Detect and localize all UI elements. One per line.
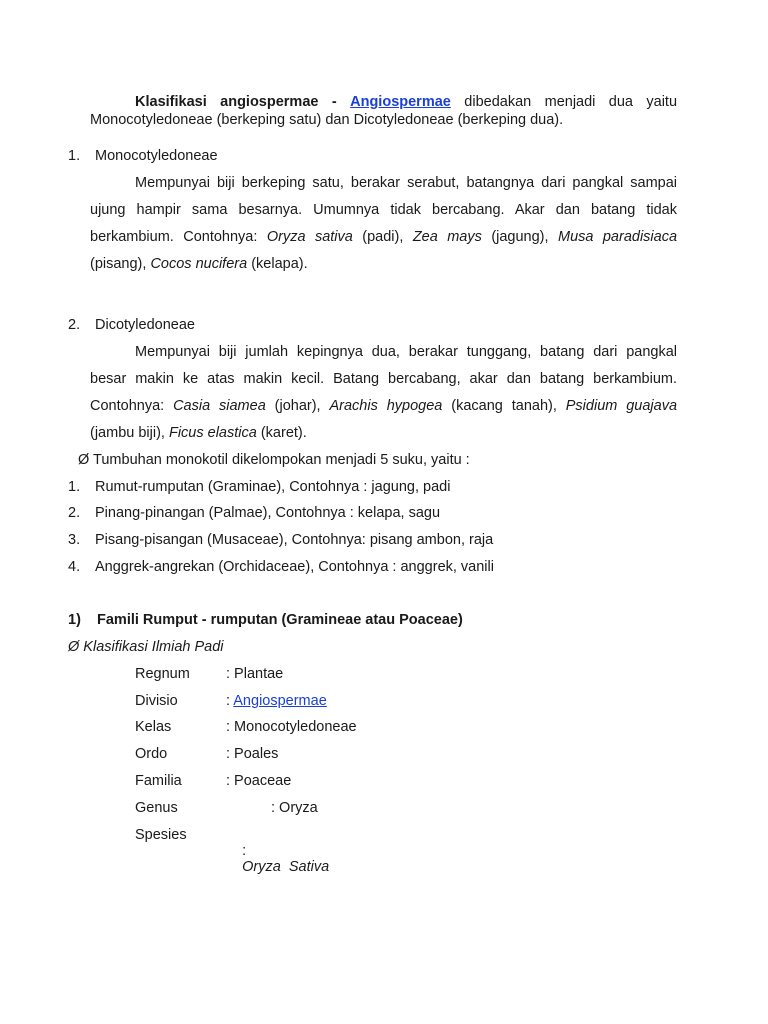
s2-l4-c: (karet). [260,425,307,441]
angiospermae-link-2[interactable]: Angiospermae [233,693,327,709]
s2-l3-a: Contohnya: [90,398,165,414]
s1-species-musa: Musa paradisiaca [557,229,678,245]
s1-species-zea: Zea mays [412,229,482,245]
suku-number: 4. [68,559,81,575]
suku-item: Pinang-pinangan (Palmae), Contohnya : kelapa, sagu [95,505,441,521]
intro-line-1 [135,94,677,110]
section2-number: 2. [68,317,81,333]
intro-line1-tail: dibedakan menjadi dua yaitu [464,94,678,110]
s2-species-psidium: Psidium guajava [565,398,678,414]
taxon-label: Kelas [135,719,172,735]
angiospermae-link[interactable]: Angiospermae [350,94,451,110]
section2-title: Dicotyledoneae [95,317,195,333]
taxon-label: Spesies [135,827,187,843]
suku-item: Rumut-rumputan (Graminae), Contohnya : jagung, padi [95,479,451,495]
section2-line-2: besar makin ke atas makin kecil. Batang bercabang, akar dan batang berkambium. [90,371,677,387]
famili-heading: 1) Famili Rumput - rumputan (Gramineae atau Poaceae) [68,612,463,628]
klasifikasi-subheading: Ø Klasifikasi Ilmiah Padi [68,639,224,655]
taxon-label: Familia [135,773,182,789]
taxon-colon: : [242,843,247,859]
taxon-value: : Monocotyledoneae [226,719,357,735]
s1-l3-a: berkambium. Contohnya: [90,229,258,245]
suku-item: Pisang-pisangan (Musaceae), Contohnya: pisang ambon, raja [95,532,494,548]
section1-line-4 [90,256,308,272]
monokotil-note: Ø Tumbuhan monokotil dikelompokan menjadi 5 suku, yaitu : [78,452,470,468]
taxon-label: Regnum [135,666,190,682]
suku-number: 3. [68,532,81,548]
s2-species-arachis: Arachis hypogea [329,398,443,414]
species-name: Oryza Sativa [242,859,330,875]
s1-l3-e: (jagung), [491,229,549,245]
intro-line-2: Monocotyledoneae (berkeping satu) dan Dicotyledoneae (berkeping dua). [90,112,564,128]
taxon-value [226,827,329,891]
intro-heading: Klasifikasi angiospermae - [135,94,337,110]
section2-line-4 [90,425,307,441]
s1-l3-c: (padi), [362,229,404,245]
s2-l3-e: (kacang tanah), [451,398,557,414]
taxon-label: Genus [135,800,178,816]
taxon-value: : Plantae [226,666,284,682]
section1-number: 1. [68,148,81,164]
suku-number: 2. [68,505,81,521]
taxon-value: : Poaceae [226,773,292,789]
s1-species-oryza: Oryza sativa [266,229,353,245]
suku-item: Anggrek-angrekan (Orchidaceae), Contohnya : anggrek, vanili [95,559,494,575]
suku-number: 1. [68,479,81,495]
taxon-value [226,693,327,709]
s1-l4-a: (pisang), [90,256,147,272]
s1-species-cocos: Cocos nucifera [150,256,248,272]
taxon-colon: : [226,693,231,709]
s2-species-casia: Casia siamea [173,398,266,414]
section2-line-1: Mempunyai biji jumlah kepingnya dua, berakar tunggang, batang dari pangkal [135,344,677,360]
section1-title: Monocotyledoneae [95,148,218,164]
s2-l4-a: (jambu biji), [90,425,165,441]
taxon-label: Divisio [135,693,178,709]
s2-l3-c: (johar), [274,398,321,414]
taxon-value: : Oryza [271,800,318,816]
section1-line-3 [90,229,677,245]
section1-line-2: ujung hampir sama besarnya. Umumnya tidak bercabang. Akar dan batang tidak [90,202,677,218]
section2-line-3 [90,398,677,414]
taxon-value: : Poales [226,746,279,762]
taxon-label: Ordo [135,746,168,762]
s2-species-ficus: Ficus elastica [168,425,257,441]
s1-l4-c: (kelapa). [251,256,308,272]
section1-line-1: Mempunyai biji berkeping satu, berakar serabut, batangnya dari pangkal sampai [135,175,677,191]
